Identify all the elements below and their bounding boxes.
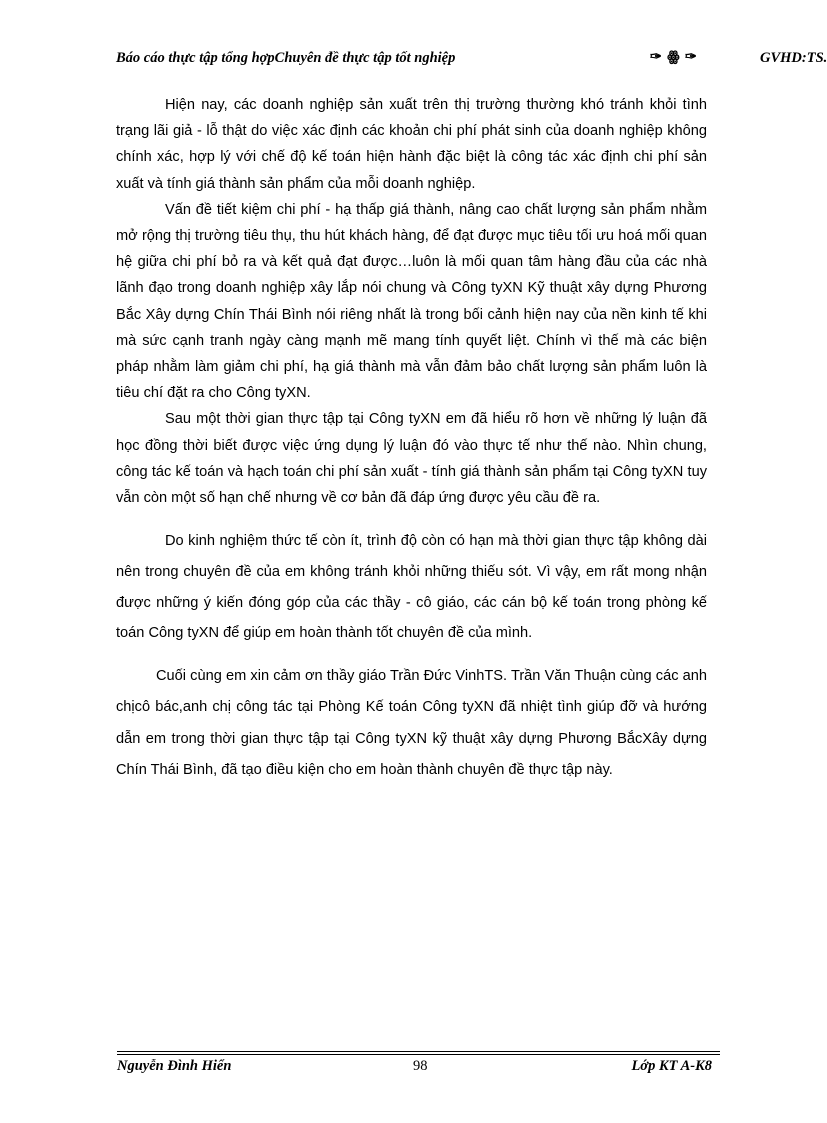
footer-divider-bottom <box>117 1054 720 1055</box>
header-ornament-icon: ✑ ꙮ ✑ <box>650 50 698 65</box>
page-number: 98 <box>413 1058 428 1074</box>
footer-class: Lớp KT A-K8 <box>631 1058 712 1074</box>
footer-divider-top <box>117 1051 720 1052</box>
page-header <box>116 50 827 72</box>
page-footer <box>117 1058 720 1080</box>
document-body <box>116 92 707 787</box>
header-title: Báo cáo thực tập tổng hợpChuyên đề thực tập tốt nghiệp <box>116 50 456 66</box>
header-advisor: GVHD:TS. <box>760 50 827 66</box>
paragraph-cost-saving: Vấn đề tiết kiệm chi phí - hạ thấp giá thành, nâng cao chất lượng sản phẩm nhằm mở rộng thị trường tiêu thụ, thu hút khách hàng, để đạt được mục tiêu tối ưu hoá mối quan hệ giữa chi phí bỏ ra và kết quả đạt được…luôn là mối quan tâm hàng đầu của các nhà lãnh đạo trong doanh nghiệp xây lắp nói chung và Công tyXN Kỹ thuật xây dựng Phương Bắc Xây dựng Chín Thái Bình nói riêng nhất là trong bối cảnh hiện nay của nền kinh tế khi mà sức cạnh tranh ngày càng mạnh mẽ mang tính quyết liệt. Chính vì thế mà các biện pháp nhằm làm giảm chi phí, hạ giá thành mà vẫn đảm bảo chất lượng sản phẩm luôn là tiêu chí đặt ra cho Công tyXN. <box>116 201 707 402</box>
footer-author: Nguyễn Đình Hiển <box>117 1058 232 1074</box>
paragraph-acknowledgement: Cuối cùng em xin cảm ơn thầy giáo Trần Đức VinhTS. Trần Văn Thuận cùng các anh chịcô bác,anh chị công tác tại Phòng Kế toán Công tyXN đã nhiệt tình giúp đỡ và hướng dẫn em trong thời gian thực tập tại Công tyXN kỹ thuật xây dựng Phương BắcXây dựng Chín Thái Bình, đã tạo điều kiện cho em hoàn thành chuyên đề thực tập này. <box>116 668 707 779</box>
paragraph-limitations: Do kinh nghiệm thức tế còn ít, trình độ còn có hạn mà thời gian thực tập không dài nên trong chuyên đề của em không tránh khỏi những thiếu sót. Vì vậy, em rất mong nhận được những ý kiến đóng góp của các thầy - cô giáo, các cán bộ kế toán trong phòng kế toán Công tyXN để giúp em hoàn thành tốt chuyên đề của mình. <box>116 533 707 642</box>
paragraph-internship-review: Sau một thời gian thực tập tại Công tyXN em đã hiểu rõ hơn về những lý luận đã học đồng thời biết được việc ứng dụng lý luận đó vào thực tế như thế nào. Nhìn chung, công tác kế toán và hạch toán chi phí sản xuất - tính giá thành sản phẩm tại Công tyXN tuy vẫn còn một số hạn chế nhưng về cơ bản đã đáp ứng được yêu cầu đề ra. <box>116 411 707 507</box>
paragraph-intro: Hiện nay, các doanh nghiệp sản xuất trên thị trường thường khó tránh khỏi tình trạng lãi giả - lỗ thật do việc xác định các khoản chi phí phát sinh của doanh nghiệp không chính xác, hợp lý với chế độ kế toán hiện hành đặc biệt là công tác xác định chi phí sản xuất và tính giá thành sản phẩm của mỗi doanh nghiệp. <box>116 97 707 192</box>
